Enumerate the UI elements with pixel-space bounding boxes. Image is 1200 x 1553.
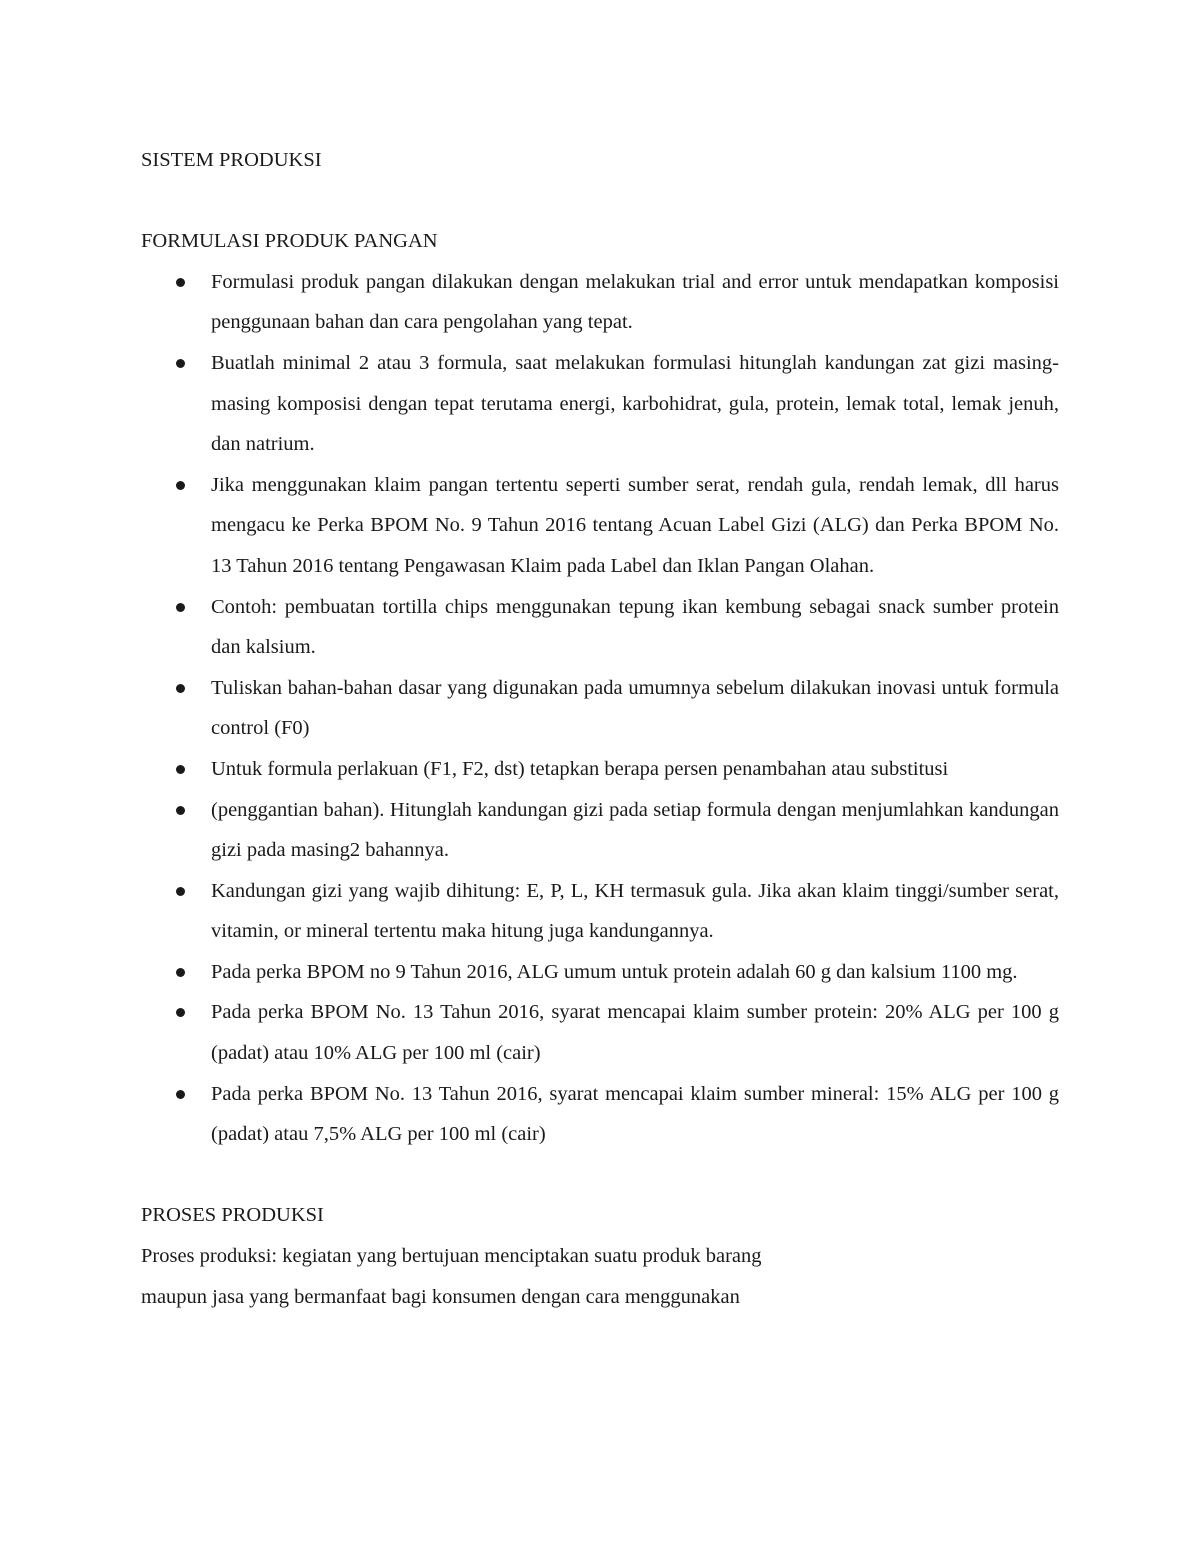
list-item-text: Pada perka BPOM No. 13 Tahun 2016, syarat mencapai klaim sumber protein: 20% ALG per 100 g (padat) atau 10% ALG per 100 ml (cair) [211, 1001, 1059, 1065]
list-item [141, 749, 1059, 790]
bullet-icon [176, 481, 185, 490]
document-page [141, 140, 1059, 1317]
list-item-text: Jika menggunakan klaim pangan tertentu seperti sumber serat, rendah gula, rendah lemak, dll harus mengacu ke Perka BPOM No. 9 Tahun 2016 tentang Acuan Label Gizi (ALG) dan Perka BPOM No. 13 Tahun 2016 tentang Pengawasan Klaim pada Label dan Iklan Pangan Olahan. [211, 473, 1059, 577]
bullet-icon [176, 765, 185, 774]
list-item [141, 262, 1059, 343]
list-item-text: Formulasi produk pangan dilakukan dengan melakukan trial and error untuk mendapatkan komposisi penggunaan bahan dan cara pengolahan yang tepat. [211, 270, 1059, 334]
proses-paragraph-line: Proses produksi: kegiatan yang bertujuan menciptakan suatu produk barang [141, 1245, 762, 1268]
list-item [141, 871, 1059, 952]
section-heading-proses: PROSES PRODUKSI [141, 1204, 324, 1227]
list-item [141, 992, 1059, 1073]
list-item [141, 1074, 1059, 1155]
list-item [141, 790, 1059, 871]
list-item-text: Pada perka BPOM no 9 Tahun 2016, ALG umum untuk protein adalah 60 g dan kalsium 1100 mg. [211, 960, 1018, 983]
bullet-icon [176, 806, 185, 815]
list-item-text: Kandungan gizi yang wajib dihitung: E, P, L, KH termasuk gula. Jika akan klaim tinggi/sumber serat, vitamin, or mineral tertentu maka hitung juga kandungannya. [211, 879, 1059, 943]
section-heading-formulasi: FORMULASI PRODUK PANGAN [141, 230, 438, 253]
list-item [141, 587, 1059, 668]
bullet-icon [176, 887, 185, 896]
list-item-text: (penggantian bahan). Hitunglah kandungan gizi pada setiap formula dengan menjumlahkan kandungan gizi pada masing2 bahannya. [211, 798, 1059, 862]
list-item-text: Pada perka BPOM No. 13 Tahun 2016, syarat mencapai klaim sumber mineral: 15% ALG per 100 g (padat) atau 7,5% ALG per 100 ml (cair) [211, 1082, 1059, 1146]
formulasi-bullet-list [141, 262, 1059, 1155]
list-item-text: Contoh: pembuatan tortilla chips menggunakan tepung ikan kembung sebagai snack sumber protein dan kalsium. [211, 595, 1059, 659]
spacer [141, 181, 1059, 222]
list-item [141, 952, 1059, 993]
bullet-icon [176, 278, 185, 287]
list-item-text: Tuliskan bahan-bahan dasar yang digunakan pada umumnya sebelum dilakukan inovasi untuk formula control (F0) [211, 676, 1059, 740]
bullet-icon [176, 359, 185, 368]
list-item-text: Buatlah minimal 2 atau 3 formula, saat melakukan formulasi hitunglah kandungan zat gizi masing-masing komposisi dengan tepat terutama energi, karbohidrat, gula, protein, lemak total, lemak jenuh, dan natrium. [211, 351, 1059, 456]
bullet-icon [176, 603, 185, 612]
bullet-icon [176, 684, 185, 693]
bullet-icon [176, 1008, 185, 1017]
bullet-icon [176, 1090, 185, 1099]
spacer [141, 1155, 1059, 1196]
list-item [141, 343, 1059, 465]
document-title: SISTEM PRODUKSI [141, 149, 322, 171]
proses-paragraph-line: maupun jasa yang bermanfaat bagi konsumen dengan cara menggunakan [141, 1285, 740, 1308]
bullet-icon [176, 968, 185, 977]
list-item [141, 465, 1059, 587]
list-item [141, 668, 1059, 749]
list-item-text: Untuk formula perlakuan (F1, F2, dst) tetapkan berapa persen penambahan atau substitusi [211, 757, 949, 780]
